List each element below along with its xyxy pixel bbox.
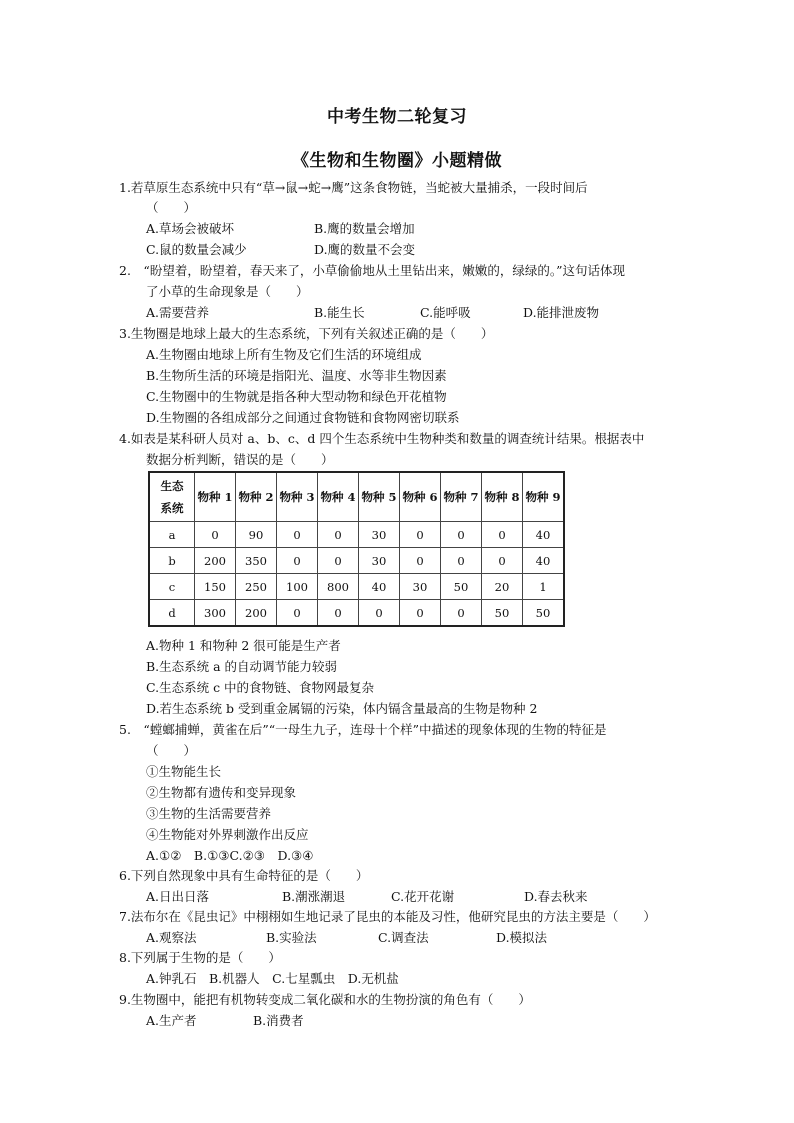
column-header: 物种 1 bbox=[195, 472, 236, 522]
q9-option-a: A.生产者 bbox=[146, 1013, 197, 1028]
table-cell: 50 bbox=[523, 600, 565, 627]
page-subtitle: 《生物和生物圈》小题精做 bbox=[292, 151, 502, 171]
table-cell: 30 bbox=[359, 522, 400, 548]
table-cell: 0 bbox=[277, 600, 318, 627]
q1-option-b: B.鹰的数量会增加 bbox=[314, 221, 415, 236]
row-label: c bbox=[149, 574, 195, 600]
species-survey-table bbox=[148, 471, 565, 627]
table-cell: 40 bbox=[523, 548, 565, 574]
table-cell: 1 bbox=[523, 574, 565, 600]
q5-statement-3: ③生物的生活需要营养 bbox=[146, 806, 272, 821]
q4-option-b: B.生态系统 a 的自动调节能力较弱 bbox=[146, 659, 338, 674]
table-cell: 0 bbox=[400, 600, 441, 627]
q5-statement-2: ②生物都有遗传和变异现象 bbox=[146, 785, 297, 800]
table-cell: 150 bbox=[195, 574, 236, 600]
table-row bbox=[149, 522, 564, 548]
table-cell: 350 bbox=[236, 548, 277, 574]
table-cell: 200 bbox=[195, 548, 236, 574]
q6-stem: 6.下列自然现象中具有生命特征的是（ ） bbox=[119, 868, 369, 883]
column-header: 物种 3 bbox=[277, 472, 318, 522]
q1-option-d: D.鹰的数量不会变 bbox=[314, 242, 416, 257]
table-cell: 50 bbox=[441, 574, 482, 600]
column-header: 物种 4 bbox=[318, 472, 359, 522]
table-cell: 0 bbox=[441, 600, 482, 627]
q1-answer-blank: （ ） bbox=[146, 200, 197, 215]
q3-option-d: D.生物圈的各组成部分之间通过食物链和食物网密切联系 bbox=[146, 410, 460, 425]
q1-stem: 1.若草原生态系统中只有“草→鼠→蛇→鹰”这条食物链，当蛇被大量捕杀，一段时间后 bbox=[119, 180, 588, 195]
table-cell: 90 bbox=[236, 522, 277, 548]
q6-option-d: D.春去秋来 bbox=[524, 889, 588, 904]
q3-stem: 3.生物圈是地球上最大的生态系统，下列有关叙述正确的是（ ） bbox=[119, 326, 494, 341]
q3-option-b: B.生物所生活的环境是指阳光、温度、水等非生物因素 bbox=[146, 368, 447, 383]
table-cell: 20 bbox=[482, 574, 523, 600]
column-header: 物种 8 bbox=[482, 472, 523, 522]
table-cell: 0 bbox=[482, 548, 523, 574]
row-label: d bbox=[149, 600, 195, 627]
table-cell: 200 bbox=[236, 600, 277, 627]
q7-option-a: A.观察法 bbox=[146, 930, 197, 945]
q6-option-a: A.日出日落 bbox=[146, 889, 210, 904]
column-header: 物种 2 bbox=[236, 472, 277, 522]
table-cell: 40 bbox=[359, 574, 400, 600]
q2-option-c: C.能呼吸 bbox=[420, 305, 471, 320]
q2-option-d: D.能排泄废物 bbox=[523, 305, 600, 320]
table-cell: 250 bbox=[236, 574, 277, 600]
table-row bbox=[149, 548, 564, 574]
q2-option-a: A.需要营养 bbox=[146, 305, 210, 320]
q1-option-a: A.草场会被破坏 bbox=[146, 221, 235, 236]
table-cell: 30 bbox=[359, 548, 400, 574]
table-cell: 40 bbox=[523, 522, 565, 548]
row-label: b bbox=[149, 548, 195, 574]
column-header: 物种 5 bbox=[359, 472, 400, 522]
q6-option-b: B.潮涨潮退 bbox=[282, 889, 346, 904]
table-cell: 0 bbox=[277, 522, 318, 548]
table-cell: 0 bbox=[441, 548, 482, 574]
q8-options: A.钟乳石 B.机器人 C.七星瓢虫 D.无机盐 bbox=[146, 971, 399, 986]
table-cell: 0 bbox=[195, 522, 236, 548]
q5-statement-4: ④生物能对外界刺激作出反应 bbox=[146, 827, 309, 842]
table-cell: 0 bbox=[441, 522, 482, 548]
table-cell: 0 bbox=[359, 600, 400, 627]
table-cell: 0 bbox=[400, 548, 441, 574]
table-cell: 0 bbox=[277, 548, 318, 574]
q2-stem-cont: 了小草的生命现象是（ ） bbox=[146, 284, 309, 299]
table-cell: 50 bbox=[482, 600, 523, 627]
table-cell: 100 bbox=[277, 574, 318, 600]
page-title: 中考生物二轮复习 bbox=[327, 107, 467, 127]
table-cell: 300 bbox=[195, 600, 236, 627]
table-row bbox=[149, 600, 564, 627]
q5-stem: 5. “螳螂捕蝉，黄雀在后”“一母生九子，连母十个样”中描述的现象体现的生物的特征是 bbox=[119, 722, 607, 737]
q6-option-c: C.花开花谢 bbox=[391, 889, 455, 904]
table-corner-header bbox=[149, 472, 195, 522]
q7-option-d: D.模拟法 bbox=[496, 930, 548, 945]
table-cell: 0 bbox=[318, 548, 359, 574]
table-cell: 0 bbox=[318, 600, 359, 627]
q4-option-d: D.若生态系统 b 受到重金属镉的污染，体内镉含量最高的生物是物种 2 bbox=[146, 701, 538, 716]
q8-stem: 8.下列属于生物的是（ ） bbox=[119, 950, 281, 965]
q4-stem-cont: 数据分析判断，错误的是（ ） bbox=[146, 452, 334, 467]
table-header-row bbox=[149, 472, 564, 522]
table-cell: 800 bbox=[318, 574, 359, 600]
q5-answer-blank: （ ） bbox=[146, 743, 197, 758]
corner-label-top: 生态 bbox=[160, 479, 184, 493]
q4-option-c: C.生态系统 c 中的食物链、食物网最复杂 bbox=[146, 680, 375, 695]
q3-option-a: A.生物圈由地球上所有生物及它们生活的环境组成 bbox=[146, 347, 422, 362]
q4-stem: 4.如表是某科研人员对 a、b、c、d 四个生态系统中生物种类和数量的调查统计结果。根据表中 bbox=[119, 431, 645, 446]
table-cell: 0 bbox=[318, 522, 359, 548]
q2-stem: 2. “盼望着，盼望着，春天来了，小草偷偷地从土里钻出来，嫩嫩的，绿绿的。”这句话体现 bbox=[119, 263, 625, 278]
row-label: a bbox=[149, 522, 195, 548]
q7-option-b: B.实验法 bbox=[266, 930, 317, 945]
q7-option-c: C.调查法 bbox=[378, 930, 429, 945]
column-header: 物种 6 bbox=[400, 472, 441, 522]
table-cell: 0 bbox=[482, 522, 523, 548]
corner-label-bottom: 系统 bbox=[160, 501, 184, 515]
q3-option-c: C.生物圈中的生物就是指各种大型动物和绿色开花植物 bbox=[146, 389, 447, 404]
table-cell: 0 bbox=[400, 522, 441, 548]
q9-option-b: B.消费者 bbox=[253, 1013, 304, 1028]
q2-option-b: B.能生长 bbox=[314, 305, 365, 320]
q1-option-c: C.鼠的数量会减少 bbox=[146, 242, 247, 257]
q4-option-a: A.物种 1 和物种 2 很可能是生产者 bbox=[146, 638, 341, 653]
q5-statement-1: ①生物能生长 bbox=[146, 764, 222, 779]
q5-options: A.①② B.①③C.②③ D.③④ bbox=[146, 848, 314, 863]
table-row bbox=[149, 574, 564, 600]
column-header: 物种 9 bbox=[523, 472, 565, 522]
q9-stem: 9.生物圈中，能把有机物转变成二氧化碳和水的生物扮演的角色有（ ） bbox=[119, 992, 531, 1007]
q7-stem: 7.法布尔在《昆虫记》中栩栩如生地记录了昆虫的本能及习性，他研究昆虫的方法主要是（ ） bbox=[119, 909, 656, 924]
column-header: 物种 7 bbox=[441, 472, 482, 522]
table-cell: 30 bbox=[400, 574, 441, 600]
